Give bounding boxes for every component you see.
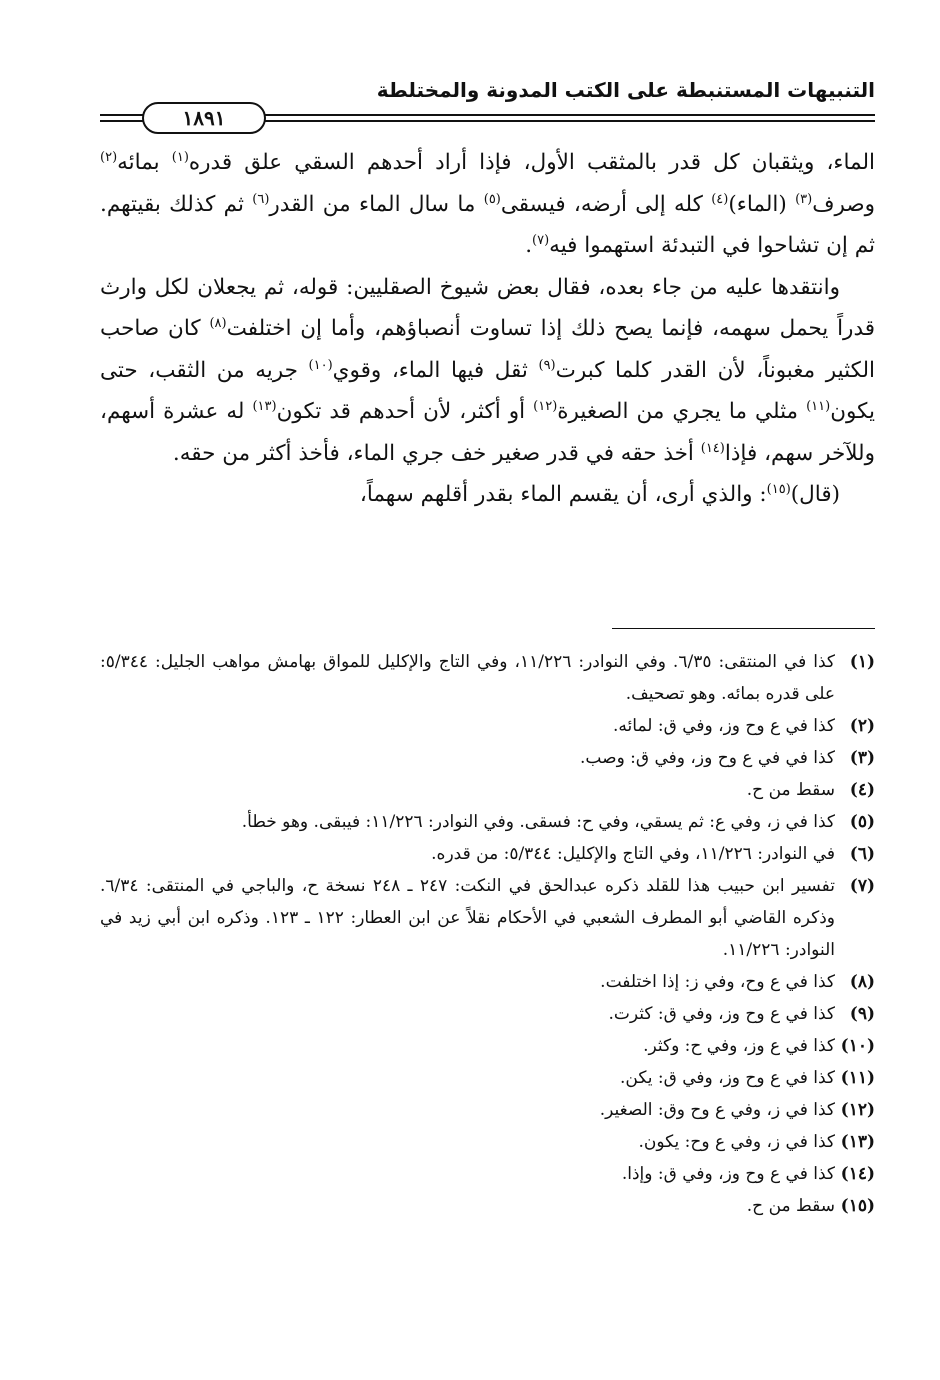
footnote-number: (٣) — [849, 748, 875, 768]
footnote-ref-10[interactable]: (١٠) — [308, 357, 333, 373]
footnote-number: (٦) — [849, 844, 875, 864]
footnote-text: تفسير ابن حبيب هذا للقلد ذكره عبدالحق في النكت: ٢٤٧ ـ ٢٤٨ نسخة ح، والباجي في المنتقى: ٦/٣٤. وذكره القاضي أبو المطرف الشعبي في الأحكام نقلاً عن ابن العطار: ١٢٢ ـ ١٢٣. وذكره ابن أبي زيد في النوادر: ١١/٢٢٦. — [100, 876, 835, 960]
page-header — [100, 70, 875, 128]
footnote-number: (١٣) — [840, 1132, 875, 1152]
footnote-text: كذا في ع وح وز، وفي ق: كثرت. — [608, 1004, 835, 1024]
footnote-item — [100, 1190, 875, 1222]
footnote-item — [100, 1030, 875, 1062]
footnote-text: سقط من ح. — [746, 1196, 835, 1216]
footnote-separator — [612, 628, 875, 629]
footnotes — [100, 646, 875, 1222]
footnote-number: (٢) — [849, 716, 875, 736]
footnote-number: (٥) — [849, 812, 875, 832]
footnote-text: كذا في في ع وح وز، وفي ق: وصب. — [580, 748, 835, 768]
footnote-ref-4[interactable]: (٤) — [711, 191, 729, 207]
footnote-item — [100, 966, 875, 998]
footnote-number: (١١) — [840, 1068, 875, 1088]
footnote-ref-15[interactable]: (١٥) — [766, 481, 791, 497]
footnote-item — [100, 1126, 875, 1158]
footnote-ref-6[interactable]: (٦) — [252, 191, 270, 207]
footnote-ref-1[interactable]: (١) — [171, 149, 189, 165]
footnote-ref-14[interactable]: (١٤) — [700, 440, 725, 456]
footnote-item — [100, 806, 875, 838]
footnote-text: كذا في ع وح وز، وفي ق: وإذا. — [621, 1164, 835, 1184]
footnote-item — [100, 1062, 875, 1094]
footnote-item — [100, 838, 875, 870]
footnote-item — [100, 646, 875, 710]
footnote-number: (١٢) — [840, 1100, 875, 1120]
footnote-number: (٩) — [849, 1004, 875, 1024]
paragraph-1: الماء، ويثقبان كل قدر بالمثقب الأول، فإذا أراد أحدهم السقي علق قدره$^{(١)}$ بمائه$^{(٢)}$ وصرف$^{(٣)}$ (الماء)$^{(٤)}$ كله إلى أرضه، فيسقى$^{(٥)}$ ما سال الماء من القدر$^{(٦)}$ ثم كذلك بقيتهم. ثم إن تشاحوا في التبدئة استهموا فيه$^{(٧)}$. — [100, 149, 876, 258]
footnote-text: كذا في ع وز، وفي ح: وكثر. — [643, 1036, 835, 1056]
footnote-text: كذا في ز، وفي ع وح وق: الصغير. — [599, 1100, 835, 1120]
footnote-ref-9[interactable]: (٩) — [538, 357, 556, 373]
footnote-text: كذا في ع وح، وفي ز: إذا اختلفت. — [600, 972, 835, 992]
footnote-item — [100, 998, 875, 1030]
footnote-number: (٨) — [849, 972, 875, 992]
footnote-text: في النوادر: ١١/٢٢٦، وفي التاج والإكليل: ٥/٣٤٤: من قدره. — [431, 844, 835, 864]
main-text — [100, 142, 875, 516]
running-title: التنبيهات المستنبطة على الكتب المدونة والمختلطة — [376, 78, 875, 102]
footnote-ref-12[interactable]: (١٢) — [533, 398, 558, 414]
footnote-item — [100, 742, 875, 774]
footnote-ref-11[interactable]: (١١) — [806, 398, 831, 414]
footnote-ref-5[interactable]: (٥) — [483, 191, 501, 207]
footnote-number: (١) — [849, 652, 875, 672]
footnote-number: (٤) — [849, 780, 875, 800]
footnote-ref-2[interactable]: (٢) — [100, 149, 118, 165]
footnote-ref-8[interactable]: (٨) — [209, 315, 227, 331]
paragraph-3: (قال)$^{(١٥)}$: والذي أرى، أن يقسم الماء بقدر أقلهم سهماً، — [359, 481, 840, 507]
footnote-item — [100, 1094, 875, 1126]
footnote-item — [100, 1158, 875, 1190]
footnote-text: كذا في المنتقى: ٦/٣٥. وفي النوادر: ١١/٢٢٦، وفي التاج والإكليل للمواق بهامش مواهب الجليل: ٥/٣٤٤: على قدره بمائه. وهو تصحيف. — [100, 652, 836, 704]
footnote-item — [100, 774, 875, 806]
paragraph-2: وانتقدها عليه من جاء بعده، فقال بعض شيوخ الصقليين: قوله، ثم يجعلان لكل وارث قدراً يحمل سهمه، فإنما يصح ذلك إذا تساوت أنصباؤهم، وأما إن اختلفت$^{(٨)}$ كان صاحب الكثير مغبوناً، لأن القدر كلما كبرت$^{(٩)}$ ثقل فيها الماء، وقوي$^{(١٠)}$ جريه من الثقب، حتى يكون$^{(١١)}$ مثلي ما يجري من الصغيرة$^{(١٢)}$ أو أكثر، لأن أحدهم قد تكون$^{(١٣)}$ له عشرة أسهم، وللآخر سهم، فإذا$^{(١٤)}$ أخذ حقه في قدر صغير خف جري الماء، فأخذ أكثر من حقه. — [100, 274, 876, 466]
footnote-number: (١٤) — [840, 1164, 875, 1184]
footnote-number: (٧) — [849, 876, 875, 896]
footnote-number: (١٥) — [840, 1196, 875, 1216]
footnote-ref-13[interactable]: (١٣) — [252, 398, 277, 414]
footnote-text: كذا في ع وح وز، وفي ق: يكن. — [620, 1068, 835, 1088]
footnote-text: سقط من ح. — [746, 780, 835, 800]
footnote-ref-7[interactable]: (٧) — [532, 232, 550, 248]
footnote-text: كذا في ز، وفي ع وح: يكون. — [638, 1132, 835, 1152]
footnote-text: كذا في ع وح وز، وفي ق: لمائه. — [613, 716, 835, 736]
page-number: ١٨٩١ — [142, 102, 266, 134]
footnote-ref-3[interactable]: (٣) — [795, 191, 813, 207]
footnote-number: (١٠) — [840, 1036, 875, 1056]
footnote-item — [100, 870, 875, 966]
footnote-item — [100, 710, 875, 742]
footnote-text: كذا في ز، وفي ع: ثم يسقي، وفي ح: فسقى. وفي النوادر: ١١/٢٢٦: فيبقى. وهو خطأ. — [241, 812, 835, 832]
